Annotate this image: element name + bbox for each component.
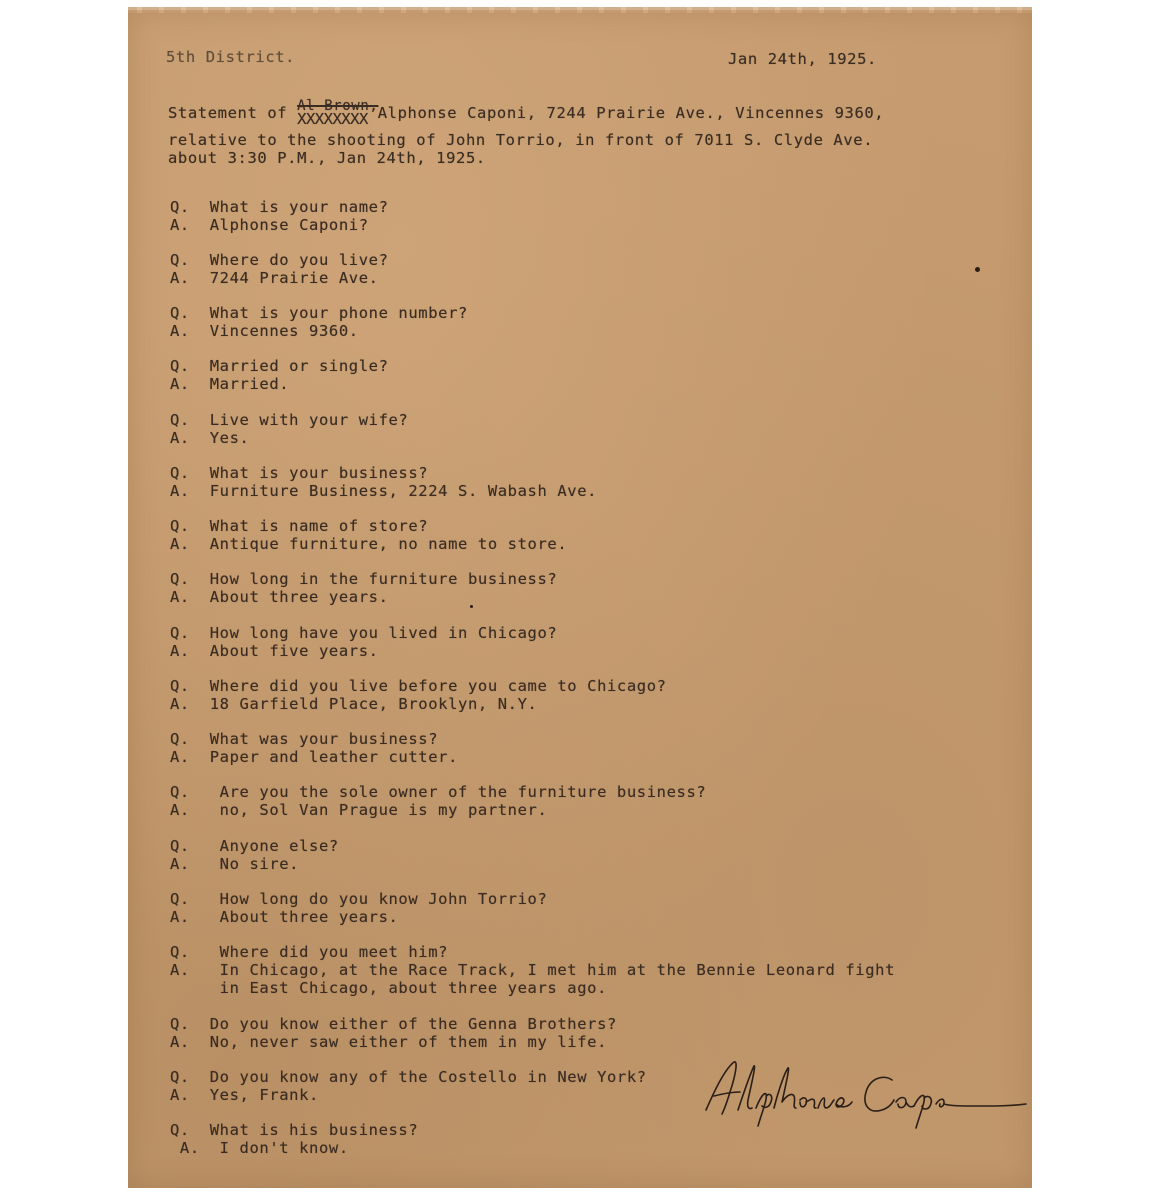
document-date: Jan 24th, 1925. xyxy=(728,50,877,68)
answer-17: A. Yes, Frank. xyxy=(170,1086,319,1104)
statement-line-2: relative to the shooting of John Torrio, in front of 7011 S. Clyde Ave. xyxy=(168,131,874,149)
statement-line-3: about 3:30 P.M., Jan 24th, 1925. xyxy=(168,149,486,167)
statement-line-1 xyxy=(168,98,885,128)
answer-13: A. No sire. xyxy=(170,855,300,873)
question-11: Q. What was your business? xyxy=(170,730,439,748)
struck-x-marks: XXXXXXXX xyxy=(297,110,368,128)
question-14: Q. How long do you know John Torrio? xyxy=(170,890,548,908)
answer-16: A. No, never saw either of them in my life. xyxy=(170,1033,607,1051)
answer-6: A. Furniture Business, 2224 S. Wabash Ave. xyxy=(170,482,598,500)
question-3: Q. What is your phone number? xyxy=(170,304,468,322)
answer-1: A. Alphonse Caponi? xyxy=(170,216,369,234)
answer-2: A. 7244 Prairie Ave. xyxy=(170,269,379,287)
question-6: Q. What is your business? xyxy=(170,464,429,482)
ink-speck xyxy=(470,605,473,608)
question-8: Q. How long in the furniture business? xyxy=(170,570,558,588)
answer-7: A. Antique furniture, no name to store. xyxy=(170,535,568,553)
answer-8: A. About three years. xyxy=(170,588,389,606)
question-13: Q. Anyone else? xyxy=(170,837,339,855)
question-17: Q. Do you know any of the Costello in New York? xyxy=(170,1068,647,1086)
answer-18: A. I don't know. xyxy=(170,1139,349,1157)
answer-12: A. no, Sol Van Prague is my partner. xyxy=(170,801,548,819)
answer-4: A. Married. xyxy=(170,375,290,393)
ink-speck xyxy=(975,267,980,272)
signature-image xyxy=(700,1052,1030,1132)
answer-9: A. About five years. xyxy=(170,642,379,660)
answer-10: A. 18 Garfield Place, Brooklyn, N.Y. xyxy=(170,695,538,713)
question-18: Q. What is his business? xyxy=(170,1121,419,1139)
district-header: 5th District. xyxy=(166,48,296,66)
answer-15: A. In Chicago, at the Race Track, I met him at the Bennie Leonard fight xyxy=(170,961,896,979)
answer-11: A. Paper and leather cutter. xyxy=(170,748,459,766)
struck-out-name xyxy=(297,98,379,128)
question-12: Q. Are you the sole owner of the furniture business? xyxy=(170,783,707,801)
answer-15-continued: in East Chicago, about three years ago. xyxy=(170,979,607,997)
answer-3: A. Vincennes 9360. xyxy=(170,322,359,340)
statement-prefix: Statement of xyxy=(168,104,298,122)
question-5: Q. Live with your wife? xyxy=(170,411,409,429)
question-15: Q. Where did you meet him? xyxy=(170,943,449,961)
torn-edge xyxy=(128,7,1032,13)
question-9: Q. How long have you lived in Chicago? xyxy=(170,624,558,642)
document-page xyxy=(128,10,1032,1188)
struck-alias: Al Brown, xyxy=(297,98,379,114)
answer-5: A. Yes. xyxy=(170,429,250,447)
question-10: Q. Where did you live before you came to Chicago? xyxy=(170,677,667,695)
answer-14: A. About three years. xyxy=(170,908,399,926)
question-1: Q. What is your name? xyxy=(170,198,389,216)
question-4: Q. Married or single? xyxy=(170,357,389,375)
statement-rest: Alphonse Caponi, 7244 Prairie Ave., Vincennes 9360, xyxy=(367,104,885,122)
question-7: Q. What is name of store? xyxy=(170,517,429,535)
question-2: Q. Where do you live? xyxy=(170,251,389,269)
question-16: Q. Do you know either of the Genna Brothers? xyxy=(170,1015,617,1033)
